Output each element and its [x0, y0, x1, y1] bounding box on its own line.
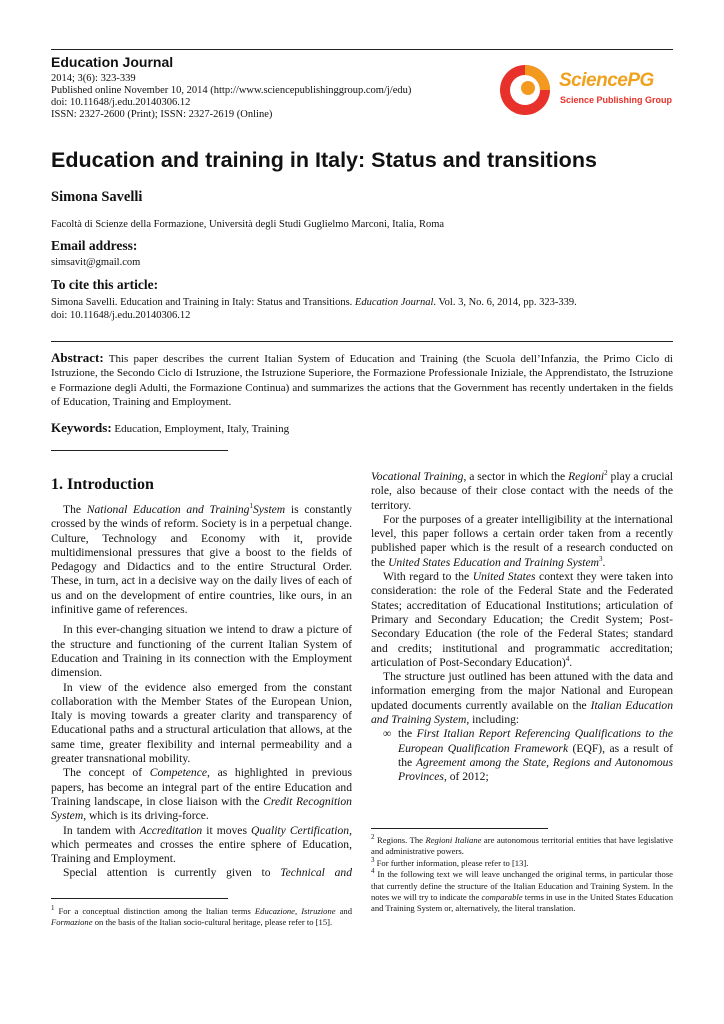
- abstract-bottom-rule: [51, 450, 228, 451]
- footnote-3-number: 3: [371, 855, 375, 864]
- sciencepg-logo-mark: [497, 62, 553, 118]
- footnote-1-number: 1: [51, 904, 55, 913]
- fn1-d: on the basis of the Italian socio-cultural heritage, please refer to [15].: [92, 917, 333, 928]
- intro-p1-b: is constantly crossed by the winds of reform. Society is in a perpetual change. Culture, Technology and Economy with it, provide multidimensional pressures that give a boost to the fields of Pedagogy and Didactics and to the entire Structural Order. These, in turn, act in a decisive way on the daily lives of each of us and on the development of entire countries, like ours, in an infinitive game of references.: [51, 503, 353, 617]
- footnote-2-number: 2: [371, 833, 375, 842]
- bullet-symbol: ∞: [383, 727, 392, 741]
- fn1-i3: Formazione: [51, 917, 93, 928]
- bullet-item-1: [371, 727, 673, 784]
- section-heading-introduction: 1. Introduction: [51, 476, 154, 493]
- abstract-text: This paper describes the current Italian System of Education and Training (the Scuola dell’Infanzia, the Primo Ciclo di Istruzione, the Secondo Ciclo di Istruzione, the Istruzione Superiore, the Formazione Professionale Iniziale, the Apprendistato, the Istruzione e Formazione degli Adulti, the Formazione Continua) and summarizes the actions that the Government has recently undertaken in the fields of Education, Training and Employment.: [51, 353, 673, 408]
- footnote-2: [371, 835, 673, 858]
- cite-text: [51, 296, 577, 309]
- r2-i1: United States Education and Training System: [388, 555, 599, 569]
- b1-i1: First Italian Report Referencing Qualifications to the European Qualification Framework: [398, 727, 674, 755]
- r1-b: play a crucial role, also because of their close contact with the needs of the territory.: [371, 470, 673, 512]
- r3-c: .: [569, 655, 573, 669]
- r3-i1: United States: [472, 570, 536, 584]
- footnote-4: [371, 869, 673, 915]
- intro-paragraph-3: In view of the evidence also emerged from the constant collaboration with the Member States of the European Union, Italy is moving towards a greater clarity and transparency of Educational paths and a structural articulation that allows, at the same time, greater flexibility and internal permeability and a greater transnational mobility.: [51, 680, 352, 766]
- keywords-text: Education, Employment, Italy, Training: [114, 423, 290, 435]
- r2-a: For the purposes of a greater intelligibility at the international level, this paper follows a certain order taken from a recently published paper which is the result of a research conducted on the: [371, 512, 673, 569]
- intro-p4-a: The concept of: [63, 766, 150, 780]
- intro-p4-i1: Competence: [149, 766, 208, 780]
- footnote-ref-1: 1: [249, 502, 253, 511]
- sciencepg-logo: [497, 62, 675, 118]
- email-address: simsavit@gmail.com: [51, 257, 141, 268]
- right-column: [371, 470, 673, 785]
- cite-heading: To cite this article:: [51, 277, 159, 292]
- fn4-b: terms in use in the United States Education and Training System or, alternatively, the literal translation.: [371, 892, 673, 914]
- footnote-4-number: 4: [371, 867, 375, 876]
- abstract: [51, 351, 673, 409]
- fn1-a: For a conceptual distinction among the Italian terms: [54, 906, 255, 916]
- intro-p4-b: , as highlighted in previous papers, has become an integral part of the entire Education and Training landscape, in close liaison with the: [51, 766, 352, 808]
- intro-paragraph-2: In this ever-changing situation we intend to draw a picture of the structure and functioning of the current Italian System of Education and Training in its connection with the Employment dimension.: [51, 623, 352, 680]
- r2-b: .: [602, 555, 606, 569]
- intro-p1-a: The: [63, 503, 87, 516]
- b1-i2: Agreement among the State, Regions and Autonomous Provinces: [398, 755, 673, 784]
- article-title: Education and training in Italy: Status and transitions: [51, 148, 597, 172]
- right-paragraph-2: [371, 513, 673, 570]
- r4-i1: Italian Education and Training System: [371, 698, 674, 727]
- fn4-a: In the following text we will leave unchanged the original terms, in particular those that currently define the structure of the Italian Education and Training System. In the notes we will try to indicate the: [371, 869, 673, 903]
- abstract-label: Abstract:: [51, 350, 104, 365]
- cite-doi: doi: 10.11648/j.edu.20140306.12: [51, 310, 191, 321]
- fn2-a: Regions. The: [374, 835, 426, 845]
- affiliation: Facoltà di Scienze della Formazione, Università degli Studi Guglielmo Marconi, Italia, Roma: [51, 219, 445, 230]
- fn1-b: ,: [295, 906, 302, 916]
- intro-p4-i2: Credit Recognition System: [51, 794, 352, 823]
- r1-a: , a sector in which the: [463, 470, 569, 483]
- intro-p5-b: it moves: [202, 823, 252, 837]
- header-top-rule: [51, 49, 673, 50]
- r4-a: The structure just outlined has been attuned with the data and information emerging from the major National and European updated documents currently available on the: [371, 670, 673, 712]
- author-name: Simona Savelli: [51, 189, 143, 205]
- intro-paragraph-5: [51, 824, 352, 867]
- issn-line: ISSN: 2327-2600 (Print); ISSN: 2327-2619 (Online): [51, 109, 273, 120]
- published-line: Published online November 10, 2014 (http://www.sciencepublishinggroup.com/j/edu): [51, 85, 412, 96]
- right-footnote-rule: [371, 828, 548, 829]
- r1-i2: Regioni: [568, 470, 605, 483]
- intro-p6-a: Special attention is currently given to: [63, 866, 281, 880]
- r3-a: With regard to the: [383, 570, 473, 584]
- cite-text-b: . Vol. 3, No. 6, 2014, pp. 323-339.: [433, 297, 577, 308]
- keywords-label: Keywords:: [51, 420, 112, 435]
- fn1-i1: Educazione: [254, 906, 296, 916]
- intro-p5-i1: Accreditation: [139, 823, 203, 837]
- journal-name: Education Journal: [51, 54, 174, 70]
- abstract-top-rule: [51, 341, 673, 342]
- cite-text-a: Simona Savelli. Education and Training in Italy: Status and Transitions.: [51, 297, 355, 308]
- volume-line: 2014; 3(6): 323-339: [51, 73, 136, 84]
- right-footnotes: [371, 835, 673, 915]
- intro-p5-i2: Quality Certification: [251, 823, 350, 837]
- fn4-i1: comparable: [481, 892, 523, 903]
- intro-p4-c: , which is its driving-force.: [83, 809, 209, 823]
- fn2-b: are autonomous territorial entities that have legislative and administrative powers.: [371, 835, 674, 857]
- intro-p6-i1: Technical and: [280, 866, 352, 880]
- intro-paragraph-6: [51, 866, 352, 880]
- header-doi: doi: 10.11648/j.edu.20140306.12: [51, 97, 191, 108]
- left-footnote-rule: [51, 898, 228, 899]
- right-paragraph-1: [371, 470, 673, 513]
- right-paragraph-3: [371, 570, 673, 670]
- footnote-ref-3: 3: [599, 554, 603, 563]
- cite-journal: Education Journal: [354, 297, 434, 308]
- intro-p5-c: , which permeates and crosses the entire sphere of Education, Training and Employment.: [51, 823, 352, 866]
- fn1-i2: Istruzione: [301, 906, 336, 916]
- footnote-ref-2: 2: [604, 469, 608, 478]
- r4-b: , including:: [466, 713, 520, 727]
- fn3-a: For further information, please refer to [13].: [374, 857, 529, 868]
- footnote-3: [371, 855, 673, 869]
- footnote-1: [51, 906, 352, 929]
- intro-p1-i1: National Education and Training: [86, 503, 250, 516]
- left-column: [51, 503, 352, 881]
- bullet-text: [398, 727, 673, 784]
- email-heading: Email address:: [51, 238, 138, 253]
- footnote-ref-4: 4: [565, 655, 570, 663]
- keywords: [51, 420, 289, 436]
- intro-p5-a: In tandem with: [63, 823, 140, 837]
- r3-b: context they were taken into consideration: the role of the Federal State and the Federated States; accreditation of Educational Institutions; articulation of Primary and Secondary Education; the Credit System; Post-Secondary Education (the role of the Federal States; standard and credits; institutional and programmatic accreditation; articulation of Post-Secondary Education): [371, 570, 673, 669]
- b1-a: the: [398, 727, 417, 741]
- logo-subtitle: Science Publishing Group: [560, 95, 673, 105]
- intro-paragraph-4: [51, 766, 352, 823]
- b1-b: (EQF), as a result of the: [398, 741, 673, 769]
- fn1-c: and: [335, 906, 352, 916]
- r1-i1: Vocational Training: [371, 470, 464, 483]
- right-paragraph-4: [371, 670, 673, 727]
- intro-p1-i2: System: [252, 503, 286, 516]
- b1-c: , of 2012;: [443, 770, 489, 784]
- intro-paragraph-1: [51, 503, 352, 617]
- logo-wordmark: SciencePG: [559, 70, 654, 91]
- fn2-i1: Regioni Italiane: [425, 835, 482, 845]
